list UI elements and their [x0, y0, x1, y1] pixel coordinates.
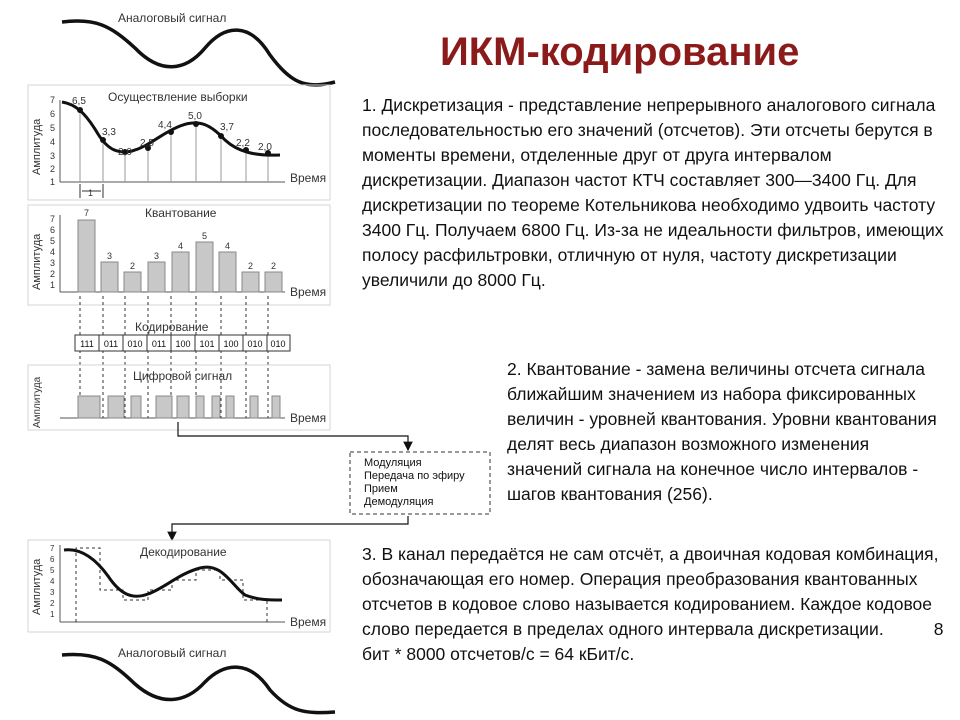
paragraph-sampling: 1. Дискретизация - представление непрерывного аналогового сигнала последовательностью его значений (отсчетов). Эти отсчеты берутся в моменты времени, отделенные друг от друга интервалом дискретизации. Диапазон частот КТЧ составляет 300—3400 Гц. Для дискретизации по теореме Котельникова необходимо удвоить частоту 3400 Гц. Получаем 6800 Гц. Из-за не идеальности фильтров, имеющих полосу расфильтровки, отличную от нуля, частоту дискретизации увеличили до 8000 Гц.	[362, 95, 944, 290]
sample-value: 2,2	[236, 138, 250, 149]
quantization-title: Квантование	[145, 206, 217, 220]
quant-value: 4	[225, 241, 231, 251]
quant-bar	[172, 252, 189, 292]
analog-top-curve	[62, 21, 335, 85]
arrow-to-decoding	[172, 516, 408, 540]
amplitude-axis-label: Амплитуда	[31, 558, 43, 615]
digital-signal-title: Цифровой сигнал	[133, 369, 233, 383]
coding-title: Кодирование	[135, 320, 209, 334]
y-tick: 1	[50, 177, 56, 187]
digital-pulse	[108, 396, 124, 418]
y-tick: 1	[50, 280, 56, 290]
time-axis-label: Время	[290, 411, 327, 425]
slide-title: ИКМ-кодирование	[440, 30, 800, 74]
code-values	[80, 339, 285, 349]
sample-value: 2,0	[258, 142, 272, 153]
decoded-steps	[76, 548, 267, 622]
y-tick: 5	[50, 236, 56, 246]
y-tick: 5	[50, 123, 56, 133]
channel-step: Демодуляция	[364, 496, 434, 508]
sample-point	[77, 107, 83, 113]
amplitude-axis-label-latin: Амплитуда	[32, 376, 43, 428]
y-tick: 2	[50, 599, 55, 608]
code-word: 010	[127, 339, 143, 349]
y-tick: 6	[50, 225, 56, 235]
quant-y-ticks	[50, 214, 55, 290]
quant-bar	[148, 262, 165, 292]
digital-pulse	[196, 396, 204, 418]
time-axis-label: Время	[290, 171, 327, 185]
quant-value: 2	[271, 261, 277, 271]
sample-value: 3,3	[102, 127, 116, 138]
sample-value: 2,0	[118, 147, 132, 158]
sample-value: 4,4	[158, 120, 172, 131]
y-tick: 5	[50, 566, 55, 575]
quant-value: 3	[107, 251, 113, 261]
quant-bar	[101, 262, 118, 292]
coding-text: 3. В канал передаётся не сам отсчёт, а двоичная кодовая комбинация, обозначающая его номер. Операция преобразования квантованных отсчетов в кодовое слово называется кодированием. Каждое кодовое слово передается в пределах одного интервала дискретизации.	[362, 544, 939, 639]
quant-value: 2	[130, 261, 136, 271]
code-word: 011	[103, 339, 119, 349]
decoding-title: Декодирование	[140, 545, 227, 559]
time-axis-label: Время	[290, 615, 327, 629]
sample-value: 3,7	[220, 122, 234, 133]
y-tick: 7	[50, 214, 56, 224]
y-tick: 7	[50, 544, 55, 553]
sample-value: 5,0	[188, 111, 202, 122]
sample-value: 6,5	[72, 96, 86, 107]
channel-step: Модуляция	[364, 457, 422, 469]
y-tick: 4	[50, 137, 56, 147]
analog-bottom-label: Аналоговый сигнал	[118, 646, 227, 660]
interval-label: 1	[88, 188, 94, 198]
code-word: 111	[80, 339, 94, 349]
sample-value-labels	[72, 96, 272, 158]
y-tick: 3	[50, 588, 55, 597]
arrow-to-channel	[178, 422, 408, 450]
y-tick: 1	[50, 610, 55, 619]
y-tick: 3	[50, 258, 56, 268]
paragraph-quantization: 2. Квантование - замена величины отсчета сигнала ближайшим значением из набора фиксированных величин - уровней квантования. Уровни квантования делят весь диапазон возможного изменения значений сигнала на конечное число интервалов - шагов квантования (256).	[507, 359, 937, 504]
y-tick: 4	[50, 577, 55, 586]
digital-pulse	[131, 396, 141, 418]
amplitude-axis-label: Амплитуда	[31, 118, 43, 175]
channel-step: Прием	[364, 483, 398, 495]
y-tick: 4	[50, 247, 56, 257]
quant-value: 4	[178, 241, 184, 251]
quant-value: 7	[84, 208, 90, 218]
digital-pulse	[156, 396, 172, 418]
code-word: 101	[199, 339, 215, 349]
y-tick: 6	[50, 555, 55, 564]
digital-pulse	[272, 396, 280, 418]
quant-bar	[242, 272, 259, 292]
digital-pulse	[78, 396, 100, 418]
code-word: 100	[175, 339, 191, 349]
quant-value: 2	[248, 261, 254, 271]
code-word: 011	[151, 339, 167, 349]
time-axis-label: Время	[290, 285, 327, 299]
y-tick: 2	[50, 164, 56, 174]
quant-bar	[265, 272, 282, 292]
quant-value: 5	[202, 231, 208, 241]
sampling-y-ticks	[50, 95, 55, 187]
analog-bottom-curve	[62, 654, 335, 712]
analog-top-label: Аналоговый сигнал	[118, 11, 227, 25]
quant-bar	[219, 252, 236, 292]
digital-pulse	[226, 396, 234, 418]
y-tick: 3	[50, 151, 56, 161]
code-word: 100	[223, 339, 239, 349]
code-word: 010	[270, 339, 286, 349]
quant-bar	[124, 272, 141, 292]
y-tick: 6	[50, 109, 56, 119]
quant-value: 3	[154, 251, 160, 261]
digital-pulse	[212, 396, 220, 418]
sample-value: 2,5	[140, 138, 154, 149]
digital-pulse	[250, 396, 258, 418]
sampling-title: Осуществление выборки	[108, 90, 248, 104]
code-word: 010	[247, 339, 263, 349]
quant-bar	[78, 220, 95, 292]
y-tick: 7	[50, 95, 56, 105]
digital-pulse	[177, 396, 189, 418]
quant-bar	[196, 242, 213, 292]
channel-step: Передача по эфиру	[364, 470, 465, 482]
bitrate-formula: 8 бит * 8000 отсчетов/с = 64 кБит/с.	[362, 619, 944, 664]
decode-y-ticks	[50, 544, 55, 619]
amplitude-axis-label: Амплитуда	[31, 233, 43, 290]
digital-pulses	[78, 396, 280, 418]
y-tick: 2	[50, 269, 56, 279]
sample-point	[218, 133, 224, 139]
